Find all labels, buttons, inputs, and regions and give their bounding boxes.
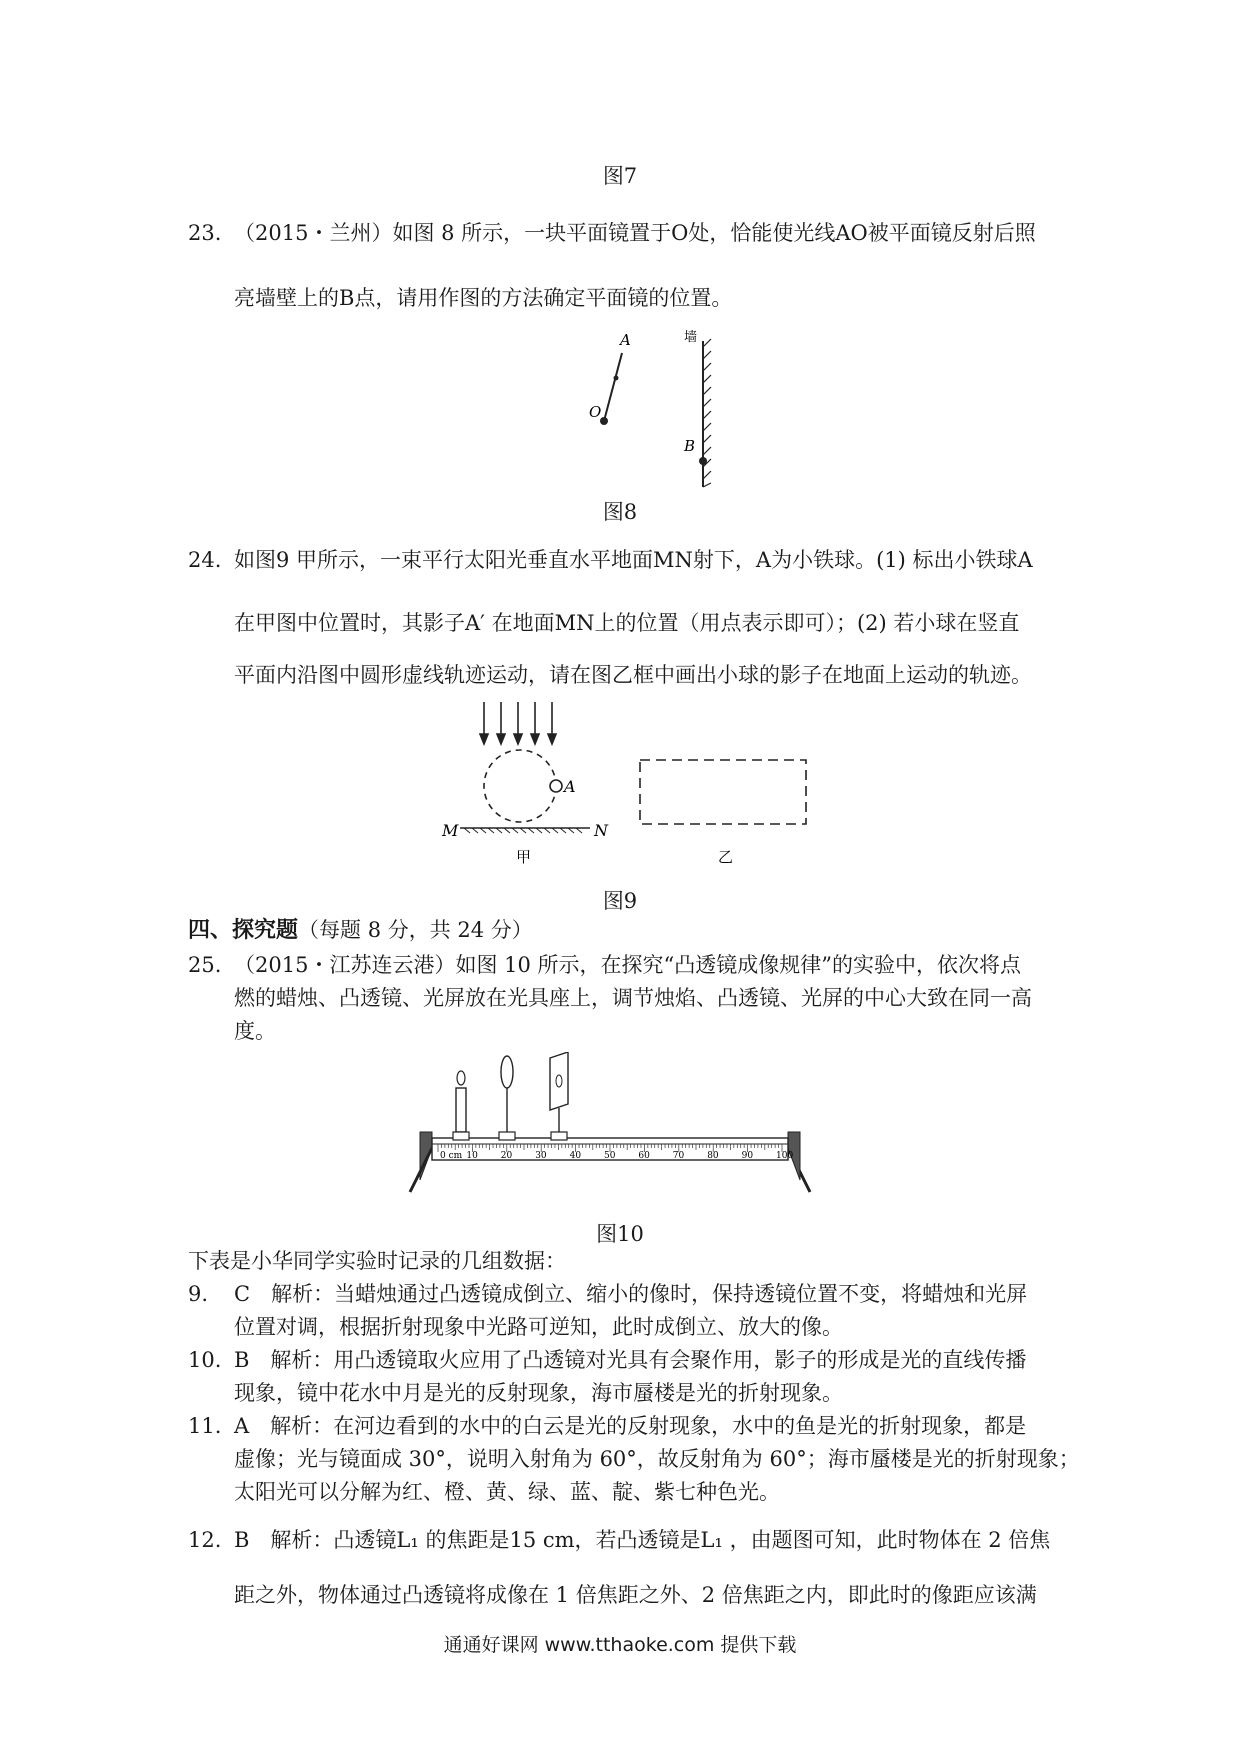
- ray-ao: [604, 353, 622, 421]
- answer-9-text-1: C 解析：当蜡烛通过凸透镜成倒立、缩小的像时，保持透镜位置不变，将蜡烛和光屏: [234, 1282, 1028, 1306]
- label-b: B: [684, 437, 696, 455]
- screen-holder: [551, 1132, 567, 1140]
- convex-lens: [501, 1056, 513, 1088]
- scale-label: 40: [569, 1151, 582, 1161]
- section-4-title: 四、探究题: [188, 918, 299, 943]
- question-24-text-1: 如图9 甲所示，一束平行太阳光垂直水平地面MN射下，A为小铁球。(1) 标出小铁球A: [234, 548, 1033, 572]
- section-4-note: （每题 8 分，共 24 分）: [298, 918, 533, 942]
- answer-9-number: 9.: [188, 1282, 209, 1306]
- answer-10-text-2: 现象，镜中花水中月是光的反射现象，海市蜃楼是光的折射现象。: [234, 1381, 843, 1405]
- answer-12-line-1: [188, 1525, 1050, 1555]
- label-m: M: [442, 821, 459, 840]
- circular-dashed-path: [484, 750, 556, 822]
- figure-7-caption: 图7: [602, 164, 638, 188]
- figure-10-optical-bench: [400, 1052, 820, 1202]
- label-jia: 甲: [516, 848, 532, 866]
- candle-holder: [453, 1132, 469, 1140]
- scale-label: 80: [707, 1151, 719, 1161]
- question-25-number: 25.: [188, 953, 222, 977]
- question-23-text-1: （2015・兰州）如图 8 所示，一块平面镜置于O处，恰能使光线AO被平面镜反射后照: [234, 221, 1036, 245]
- iron-ball-a: [550, 780, 562, 792]
- answer-11-text-1: A 解析：在河边看到的水中的白云是光的反射现象，水中的鱼是光的折射现象，都是: [234, 1414, 1027, 1438]
- figure-8-caption: 图8: [602, 500, 638, 524]
- question-25-line-1: [188, 950, 1021, 980]
- candle-flame: [457, 1071, 465, 1085]
- question-25-text-3: 度。: [234, 1019, 276, 1043]
- question-23-line-1: [188, 218, 1036, 248]
- point-b: [699, 457, 707, 465]
- label-wall: 墙: [684, 330, 698, 345]
- answer-12-text-1: B 解析：凸透镜L₁ 的焦距是15 cm，若凸透镜是L₁ ，由题图可知，此时物体在 2 倍焦: [234, 1528, 1051, 1552]
- answer-10-text-1: B 解析：用凸透镜取火应用了凸透镜对光具有会聚作用，影子的形成是光的直线传播: [234, 1348, 1027, 1372]
- question-23-number: 23.: [188, 221, 222, 245]
- label-n: N: [594, 821, 608, 840]
- answer-10-line-1: [188, 1345, 1026, 1375]
- scale-label: 50: [604, 1151, 616, 1161]
- figure-10-caption: 图10: [596, 1222, 644, 1246]
- figure-9-diagram: [440, 700, 820, 870]
- light-screen: [550, 1052, 568, 1110]
- question-24-number: 24.: [188, 548, 222, 572]
- answer-11-text-3: 太阳光可以分解为红、橙、黄、绿、蓝、靛、紫七种色光。: [234, 1480, 780, 1504]
- scale-label: 10: [466, 1151, 478, 1161]
- scale-label: 30: [535, 1151, 547, 1161]
- section-4-heading: [188, 915, 533, 946]
- scale-label: 0 cm: [440, 1151, 463, 1161]
- answer-11-number: 11.: [188, 1414, 222, 1438]
- scale-label: 90: [741, 1151, 754, 1161]
- question-24-text-3: 平面内沿图中圆形虚线轨迹运动，请在图乙框中画出小球的影子在地面上运动的轨迹。: [234, 663, 1032, 687]
- question-24-text-2: 在甲图中位置时，其影子A′ 在地面MN上的位置（用点表示即可）；(2) 若小球在竖直: [234, 611, 1020, 635]
- label-o: O: [589, 403, 602, 421]
- scale-label: 20: [500, 1151, 513, 1161]
- label-a: A: [620, 331, 631, 349]
- question-23-text-2: 亮墙壁上的B点，请用作图的方法确定平面镜的位置。: [234, 286, 733, 310]
- figure-9-caption: 图9: [602, 889, 638, 913]
- bench-left-leg: [420, 1132, 432, 1180]
- scale-label: 100: [776, 1151, 794, 1161]
- answer-10-number: 10.: [188, 1348, 222, 1372]
- sunlight-arrows: [480, 702, 556, 744]
- label-yi: 乙: [718, 848, 734, 866]
- answer-9-line-1: [188, 1279, 1027, 1309]
- answer-9-text-2: 位置对调，根据折射现象中光路可逆知，此时成倒立、放大的像。: [234, 1315, 843, 1339]
- lens-holder: [499, 1132, 515, 1140]
- question-25-text-2: 燃的蜡烛、凸透镜、光屏放在光具座上，调节烛焰、凸透镜、光屏的中心大致在同一高: [234, 986, 1032, 1010]
- candle: [456, 1088, 466, 1132]
- question-25-text-1: （2015・江苏连云港）如图 10 所示，在探究“凸透镜成像规律”的实验中，依次将点: [234, 953, 1021, 977]
- footer-watermark: 通通好课网 www.tthaoke.com 提供下载: [443, 1634, 797, 1656]
- ray-midpoint-dot: [614, 376, 619, 381]
- question-24-line-1: [188, 545, 1033, 575]
- answer-11-line-1: [188, 1411, 1026, 1441]
- label-a: A: [564, 777, 576, 796]
- answer-box-yi: [640, 760, 806, 824]
- answer-12-text-2: 距之外，物体通过凸透镜将成像在 1 倍焦距之外、2 倍焦距之内，即此时的像距应该满: [234, 1583, 1037, 1607]
- scale-label: 60: [638, 1151, 650, 1161]
- figure-8-diagram: [580, 325, 730, 495]
- table-intro: 下表是小华同学实验时记录的几组数据：: [188, 1249, 566, 1273]
- answer-11-text-2: 虚像；光与镜面成 30°，说明入射角为 60°，故反射角为 60°；海市蜃楼是光的折射现象；: [234, 1447, 1080, 1471]
- answer-12-number: 12.: [188, 1528, 222, 1552]
- scale-label: 70: [672, 1151, 685, 1161]
